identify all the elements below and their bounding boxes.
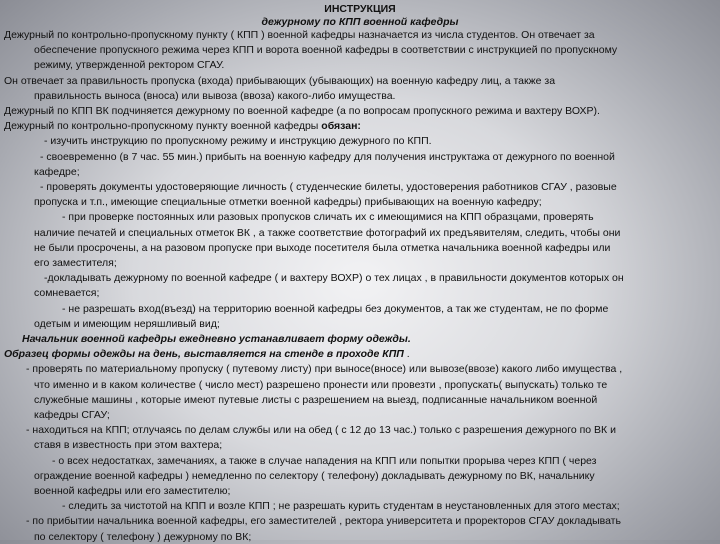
document-line (0, 287, 720, 300)
line-text: правильность выноса (вноса) или вывоза (ввоза) какого-либо имущества. (34, 89, 396, 102)
line-text: служебные машины , которые имеют путевые листы с разрешением на выезд, подписанные начальником военной (34, 393, 598, 406)
document-line (0, 120, 720, 133)
document-line (0, 272, 720, 285)
document-line (0, 151, 720, 164)
document-line (0, 409, 720, 422)
document-subtitle: дежурному по КПП военной кафедры (261, 16, 459, 28)
line-text: - проверять документы удостоверяющие личность ( студенческие билеты, удостоверения работников СГАУ , разовые (40, 181, 617, 193)
line-text: Дежурный по контрольно-пропускному пункту военной кафедры (4, 120, 319, 133)
line-text: - по прибытии начальника военной кафедры, его заместителей , ректора университета и проректоров СГАУ докладывать (26, 515, 621, 528)
document-line (0, 531, 720, 544)
document-line (0, 135, 720, 148)
document-line (0, 485, 720, 498)
line-text: - своевременно (в 7 час. 55 мин.) прибыть на военную кафедру для получения инструктажа от дежурного по военной (40, 150, 615, 163)
line-text: - следить за чистотой на КПП и возле КПП ; не разрешать курить студентам в неустановленных для этого местах; (62, 500, 620, 513)
document-line (0, 439, 720, 452)
document-line (0, 227, 720, 240)
document-line (0, 257, 720, 270)
line-text: Он отвечает за правильность пропуска (входа) прибывающих (убывающих) на военную кафедру лиц, а также за (4, 74, 556, 87)
line-text: по селектору ( телефону ) дежурному по ВК; (34, 530, 252, 543)
document-line (0, 166, 720, 179)
line-text: пропуска и т.п., имеющие специальные отметки военной кафедры) прибывающих на военную кафедру; (34, 196, 542, 209)
line-emphasis: обязан: (318, 120, 361, 133)
line-text: обеспечение пропускного режима через КПП и ворота военной кафедры в соответствии с инструкцией по пропускному (34, 44, 618, 57)
line-text: ограждение военной кафедры ) немедленно по селектору ( телефону) докладывать дежурному по ВК, начальнику (34, 469, 595, 482)
line-text: - проверять по материальному пропуску ( путевому листу) при выносе(вносе) или вывозе(ввозе) какого либо имущества , (26, 363, 623, 376)
line-text: - изучить инструкцию по пропускному режиму и инструкцию дежурного по КПП. (44, 135, 432, 148)
document-line (0, 318, 720, 331)
document-line (0, 90, 720, 103)
line-text: -докладывать дежурному по военной кафедре ( и вахтеру ВОХР) о тех лицах , в правильности документов которых он (44, 272, 624, 285)
line-text: что именно и в каком количестве ( число мест) разрешено пронести или провезти , пропускать( выпускать) только те (34, 378, 608, 391)
document-line (0, 242, 720, 255)
line-tail: . (403, 348, 410, 361)
line-text: его заместителя; (34, 257, 117, 269)
document-line (0, 59, 720, 72)
line-text: ставя в известность при этом вахтера; (34, 439, 223, 452)
line-text: Образец формы одежды на день, выставляется на стенде в проходе КПП (4, 348, 404, 361)
document-line (0, 181, 720, 194)
document-line (0, 75, 720, 88)
document-line (0, 470, 720, 483)
line-text: сомневается; (34, 287, 100, 300)
document-line (0, 515, 720, 528)
document-line (0, 394, 720, 407)
document-line (0, 424, 720, 437)
line-text: режиму, утвержденной ректором СГАУ. (34, 59, 225, 72)
document-line (0, 379, 720, 392)
line-text: - при проверке постоянных или разовых пропусков сличать их с имеющимися на КПП образцами, проверять (62, 211, 594, 224)
line-text: кафедре; (34, 165, 80, 178)
line-text: Дежурный по контрольно-пропускному пункту ( КПП ) военной кафедры назначается из числа студентов. Он отвечает за (4, 29, 595, 41)
line-text: военной кафедры или его заместителю; (34, 485, 231, 497)
document-title: ИНСТРУКЦИЯ (324, 3, 396, 15)
document-line (0, 29, 720, 42)
document-line (0, 105, 720, 118)
document-line (0, 196, 720, 209)
document-line (0, 500, 720, 513)
line-text: не были просрочены, а на разовом пропуске при выходе посетителя была отметка начальника военной кафедры или (34, 241, 611, 254)
line-text: наличие печатей и специальных отметок ВК , а также соответствие фотографий их предъявителям, следить, чтобы они (34, 226, 621, 239)
document-line (0, 348, 720, 361)
document-line (0, 44, 720, 57)
document-line (0, 211, 720, 224)
line-text: Дежурный по КПП ВК подчиняется дежурному по военной кафедре (а по вопросам пропускного режима и вахтеру ВОХР). (4, 105, 600, 117)
line-text: кафедры СГАУ; (34, 409, 110, 421)
line-text: Начальник военной кафедры ежедневно устанавливает форму одежды. (22, 333, 411, 345)
document-line (0, 303, 720, 316)
document-line (0, 455, 720, 468)
line-text: - не разрешать вход(въезд) на территорию военной кафедры без документов, а так же студентам, не по форме (62, 302, 609, 315)
document-line (0, 363, 720, 376)
line-text: - о всех недостатках, замечаниях, а также в случае нападения на КПП или попытки прорыва через КПП ( через (52, 454, 597, 467)
document-line (0, 333, 720, 346)
line-text: - находиться на КПП; отлучаясь по делам службы или на обед ( с 12 до 13 час.) только с разрешения дежурного по ВК и (26, 424, 616, 437)
line-text: одетым и имеющим неряшливый вид; (34, 317, 220, 330)
